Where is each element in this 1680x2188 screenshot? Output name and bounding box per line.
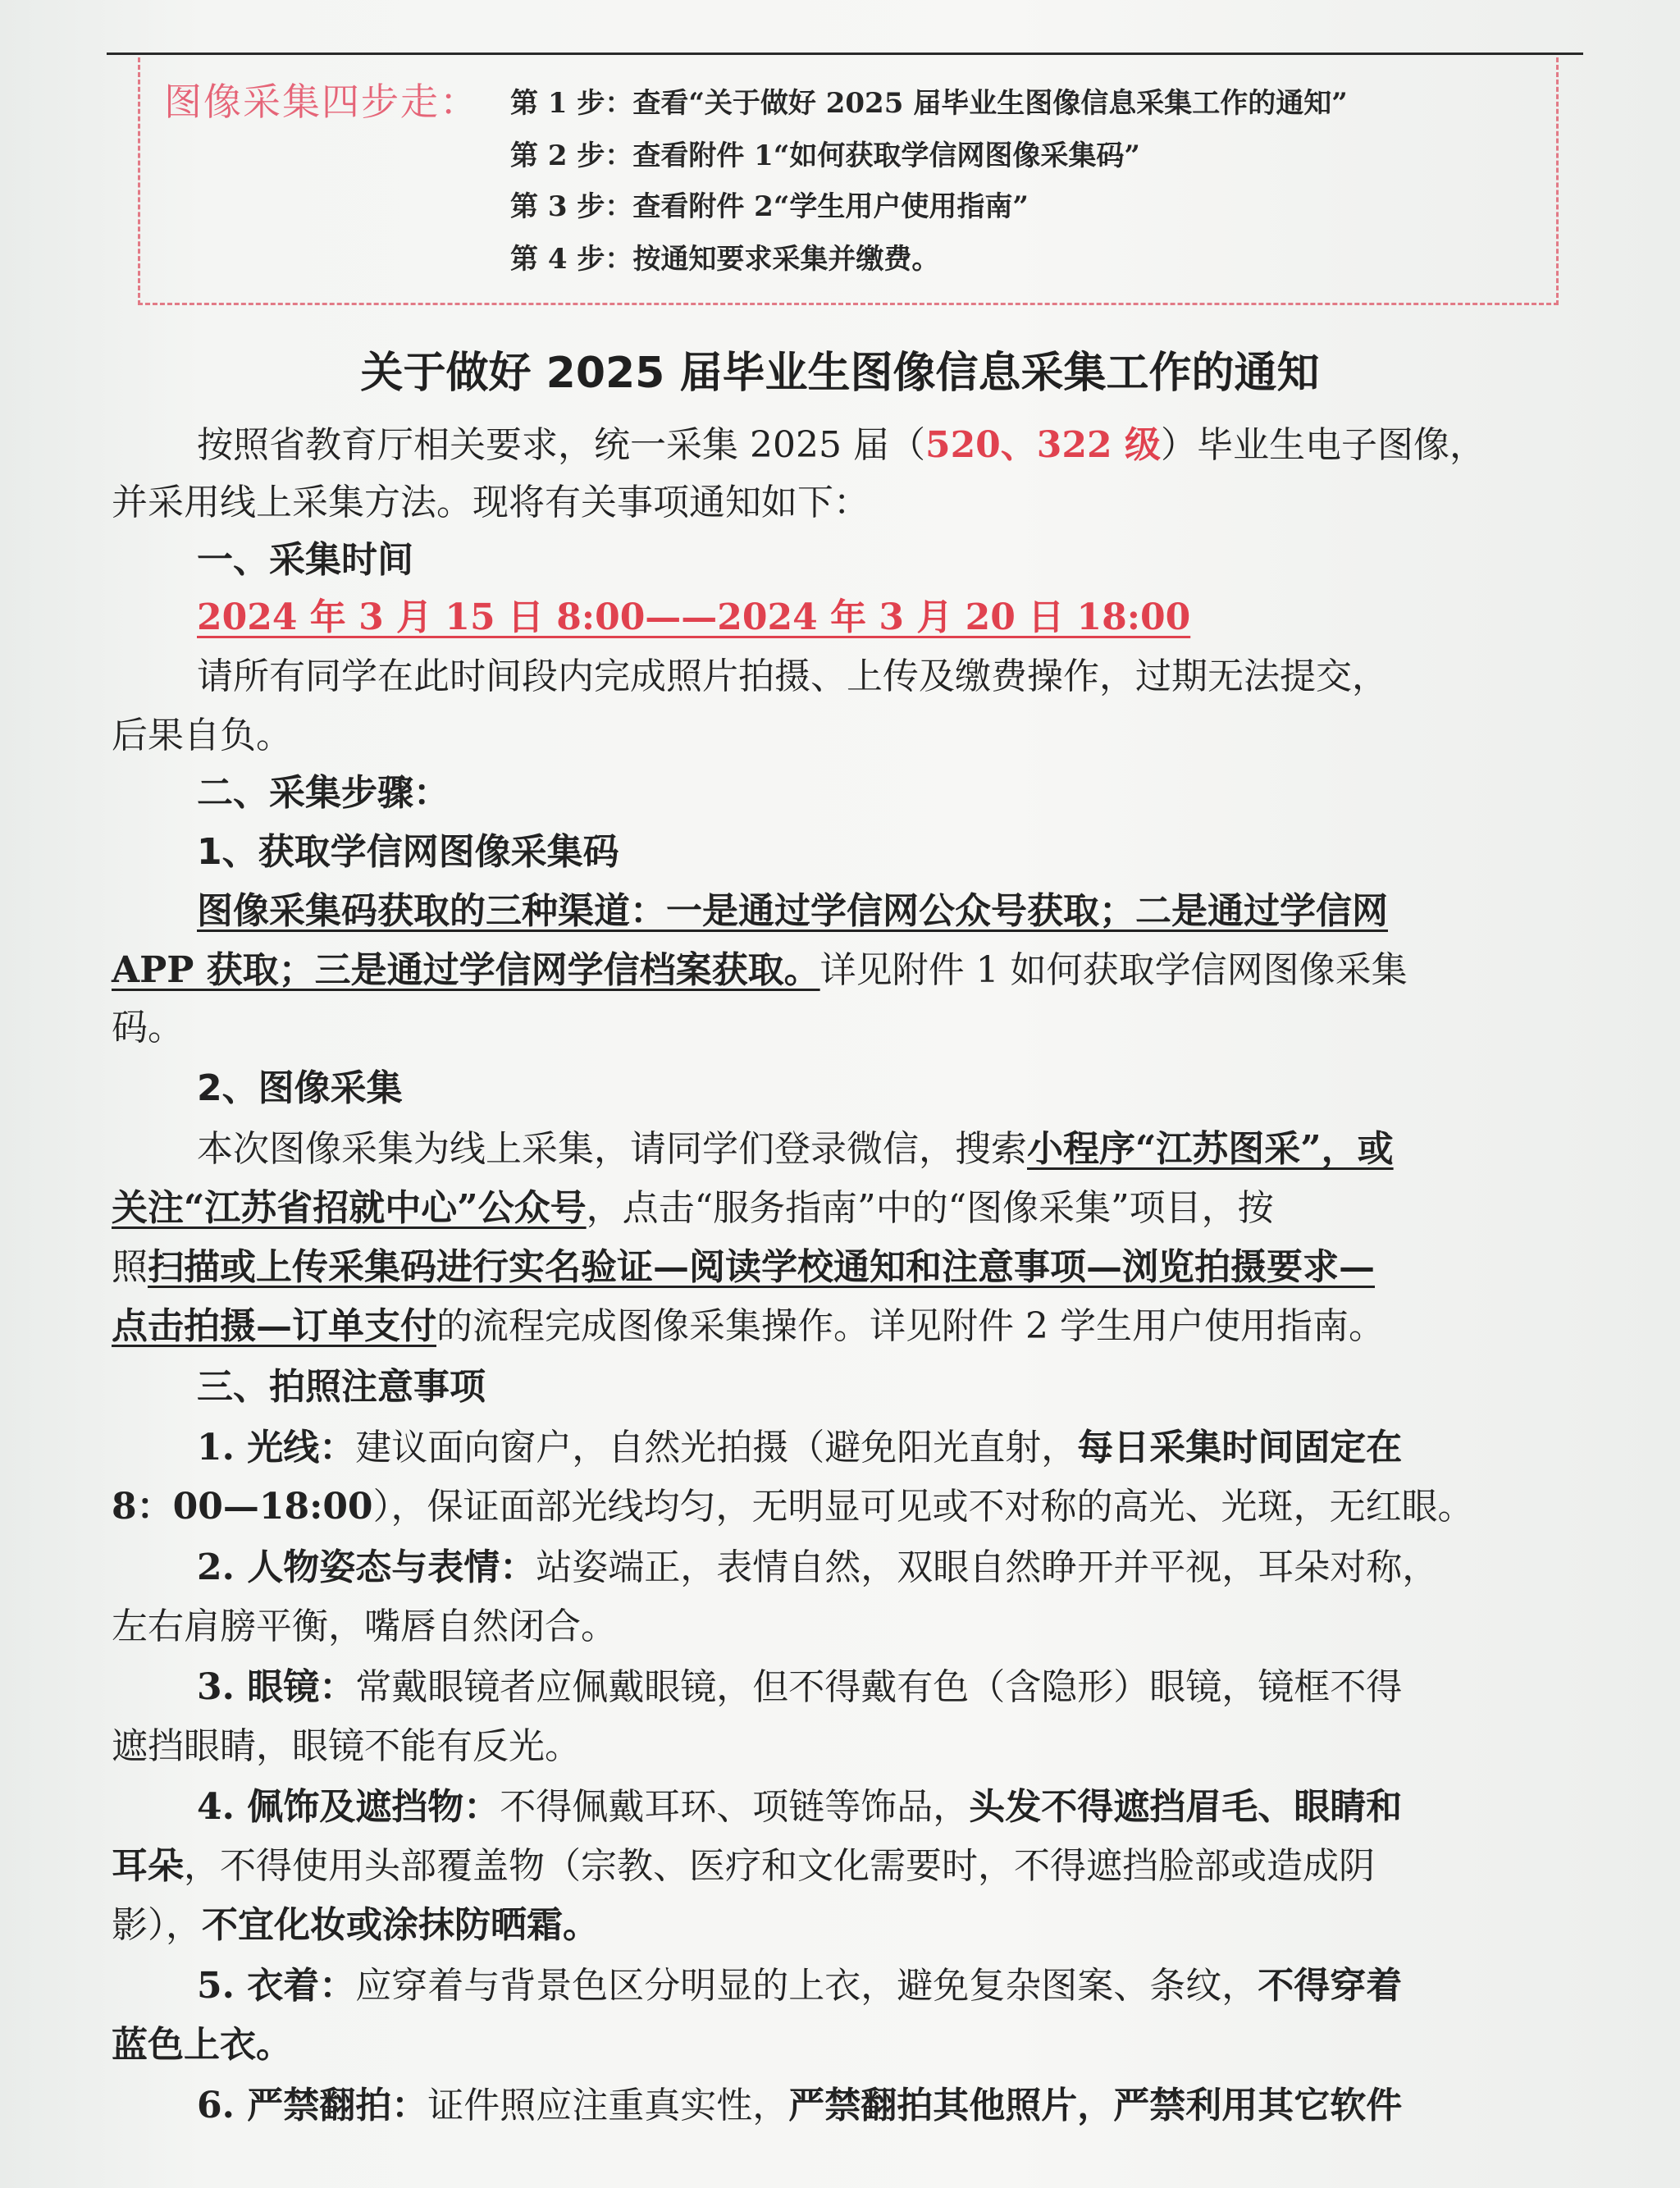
section-1-text-2: 后果自负。: [112, 715, 292, 756]
intro-text-a: 按照省教育厅相关要求，统一采集 2025 届（: [197, 424, 925, 466]
note-1-bold-b: 8：00—18:00: [112, 1486, 373, 1528]
section-1-heading: 一、采集时间: [197, 539, 413, 581]
mini-program-name: 小程序“江苏图采”，或: [1027, 1128, 1394, 1170]
note-2-line-1: [197, 1537, 1438, 1590]
note-2-label: 2. 人物姿态与表情：: [197, 1546, 536, 1588]
note-3-label: 3. 眼镜：: [197, 1666, 356, 1708]
intro-grades: 520、322 级: [924, 424, 1161, 466]
note-3-text-a: 常戴眼镜者应佩戴眼镜，但不得戴有色（含隐形）眼镜，镜框不得: [355, 1666, 1403, 1708]
note-6-line-1: [197, 2076, 1402, 2128]
section-2-1-heading: 1、获取学信网图像采集码: [197, 831, 619, 873]
note-5-label: 5. 衣着：: [197, 1965, 356, 2007]
note-4-text-b: ，不得使用头部覆盖物（宗教、医疗和文化需要时，不得遮挡脸部或造成阴: [184, 1845, 1375, 1887]
document-title: 关于做好 2025 届毕业生图像信息采集工作的通知: [360, 349, 1320, 398]
section-2-2-text-3a: 照: [112, 1246, 148, 1288]
section-2-2-text-4: [112, 1296, 1385, 1349]
process-steps-1: 扫描或上传采集码进行实名验证—阅读学校通知和注意事项—浏览拍摄要求—: [148, 1246, 1375, 1288]
note-3-line-1: [197, 1657, 1402, 1710]
note-4-line-2: [112, 1836, 1375, 1889]
note-5-text-a: 应穿着与背景色区分明显的上衣，避免复杂图案、条纹，: [355, 1965, 1258, 2007]
note-2-text-a: 站姿端正，表情自然，双眼自然睁开并平视，耳朵对称，: [536, 1546, 1439, 1588]
intro-text-b: ）毕业生电子图像，: [1160, 424, 1486, 466]
note-6-comma: ，: [1077, 2085, 1114, 2126]
note-5-line-2: 蓝色上衣。: [112, 2024, 292, 2066]
official-account-name: 关注“江苏省招就中心”公众号: [112, 1187, 587, 1229]
note-6-label: 6. 严禁翻拍：: [197, 2085, 428, 2126]
section-1-text-1: 请所有同学在此时间段内完成照片拍摄、上传及缴费操作，过期无法提交，: [197, 655, 1388, 697]
section-2-1-text-2: [112, 940, 1408, 993]
section-2-2-text-2: [112, 1178, 1274, 1231]
step-3: 第 3 步：查看附件 2“学生用户使用指南”: [510, 190, 1029, 223]
note-1-bold-a: 每日采集时间固定在: [1077, 1427, 1403, 1469]
note-4-bold-b: 耳朵: [112, 1845, 184, 1887]
section-2-2-text-3: [112, 1237, 1375, 1290]
note-3-line-2: 遮挡眼睛，眼镜不能有反光。: [112, 1725, 581, 1767]
section-3-heading: 三、拍照注意事项: [197, 1366, 486, 1408]
section-2-2-text-1a: 本次图像采集为线上采集，请同学们登录微信，搜索: [197, 1128, 1027, 1170]
note-4-text-c: 影），: [112, 1904, 202, 1946]
section-2-2-text-1: [197, 1119, 1394, 1172]
note-4-text-a: 不得佩戴耳环、项链等饰品，: [500, 1786, 970, 1828]
note-1-line-2: [112, 1477, 1474, 1529]
note-4-bold-c: 不宜化妆或涂抹防晒霜。: [202, 1904, 599, 1946]
step-1: 第 1 步：查看“关于做好 2025 届毕业生图像信息采集工作的通知”: [510, 87, 1348, 120]
attachment-2-ref: 的流程完成图像采集操作。详见附件 2 学生用户使用指南。: [436, 1305, 1385, 1347]
intro-line-2: 并采用线上采集方法。现将有关事项通知如下：: [112, 482, 870, 523]
note-1-label: 1. 光线：: [197, 1427, 356, 1469]
step-4: 第 4 步：按通知要求采集并缴费。: [510, 243, 940, 276]
section-2-1-text-1: 图像采集码获取的三种渠道：一是通过学信网公众号获取；二是通过学信网: [197, 890, 1388, 932]
collection-time: 2024 年 3 月 15 日 8:00——2024 年 3 月 20 日 18:00: [197, 596, 1191, 638]
note-1-text-b: ），保证面部光线均匀，无明显可见或不对称的高光、光斑，无红眼。: [372, 1486, 1474, 1528]
process-steps-2: 点击拍摄—订单支付: [112, 1305, 436, 1347]
note-6-bold-1: 严禁翻拍其他照片: [788, 2085, 1078, 2126]
section-2-heading: 二、采集步骤：: [197, 772, 450, 814]
channels-underlined: APP 获取；三是通过学信网学信档案获取。: [112, 949, 820, 991]
note-4-label: 4. 佩饰及遮挡物：: [197, 1786, 500, 1828]
intro-line-1: [197, 415, 1486, 468]
step-2: 第 2 步：查看附件 1“如何获取学信网图像采集码”: [510, 139, 1140, 172]
steps-heading: 图像采集四步走：: [164, 80, 479, 124]
note-2-line-2: 左右肩膀平衡，嘴唇自然闭合。: [112, 1606, 617, 1647]
note-4-bold-a: 头发不得遮挡眉毛、眼睛和: [969, 1786, 1403, 1828]
note-1-line-1: [197, 1418, 1402, 1470]
note-5-line-1: [197, 1956, 1402, 2008]
section-2-2-text-2b: ，点击“服务指南”中的“图像采集”项目，按: [586, 1187, 1274, 1229]
section-2-2-heading: 2、图像采集: [197, 1067, 403, 1109]
top-rule: [107, 53, 1583, 55]
note-5-bold-a: 不得穿着: [1258, 1965, 1403, 2007]
note-1-text-a: 建议面向窗户，自然光拍摄（避免阳光直射，: [355, 1427, 1078, 1469]
note-6-text-a: 证件照应注重真实性，: [427, 2085, 789, 2126]
note-4-line-1: [197, 1777, 1402, 1829]
section-2-1-text-3: 码。: [112, 1007, 184, 1048]
attachment-1-ref: 详见附件 1 如何获取学信网图像采集: [819, 949, 1408, 991]
note-6-bold-2: 严禁利用其它软件: [1113, 2085, 1403, 2126]
note-4-line-3: [112, 1895, 599, 1948]
